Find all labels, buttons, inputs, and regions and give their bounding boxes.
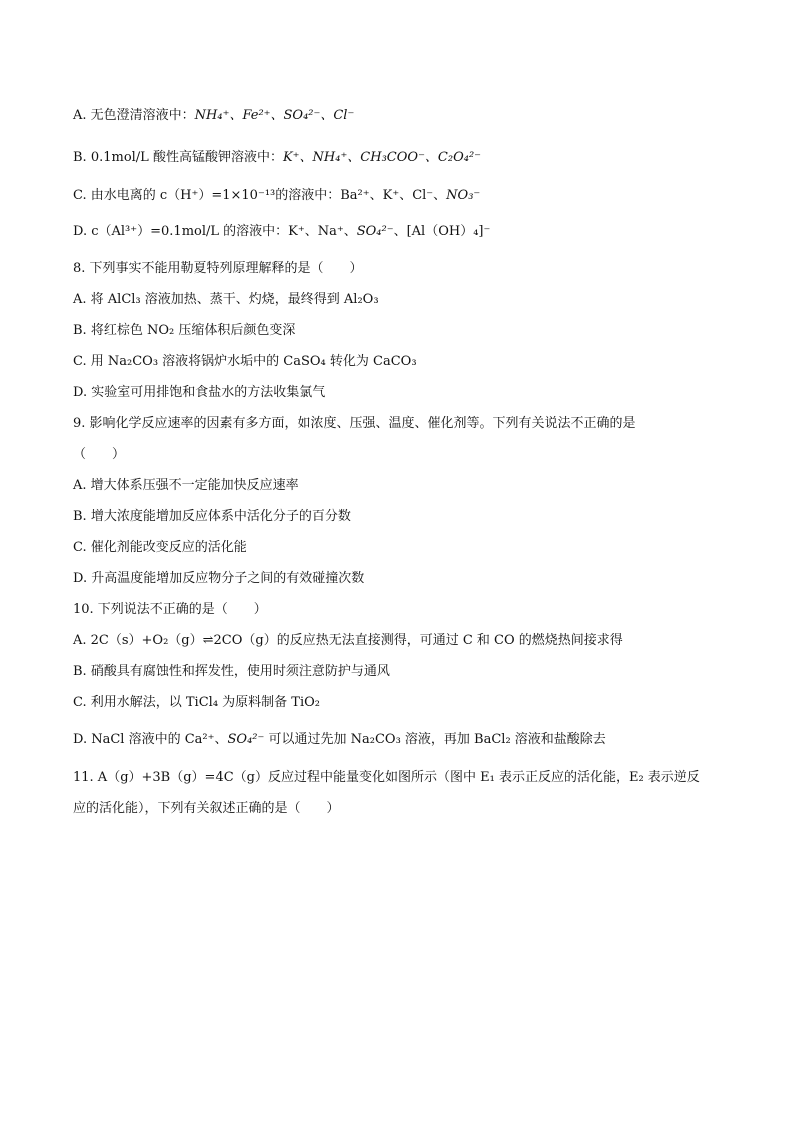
q9-option-c: C. 催化剂能改变反应的活化能 (73, 540, 247, 555)
q7-option-d-text: D. c（Al³⁺）=0.1mol/L 的溶液中：K⁺、Na⁺、 (73, 224, 357, 239)
q8-option-d: D. 实验室可用排饱和食盐水的方法收集氯气 (73, 385, 326, 400)
q7-option-a-text: A. 无色澄清溶液中： (73, 108, 195, 123)
q11-stem-line2: 应的活化能），下列有关叙述正确的是（ ） (73, 801, 340, 816)
q9-stem-line2: （ ） (73, 447, 126, 462)
q10-option-d-text: D. NaCl 溶液中的 Ca²⁺、 (73, 732, 228, 747)
q10-option-c: C. 利用水解法，以 TiCl₄ 为原料制备 TiO₂ (73, 695, 320, 710)
q7-option-c-formula: NO₃⁻ (446, 188, 481, 203)
q7-option-b-formula: K⁺、NH₄⁺、CH₃COO⁻、C₂O₄²⁻ (282, 150, 482, 165)
q7-option-c (73, 186, 733, 206)
q7-option-a (73, 106, 733, 126)
q10-option-d-formula: SO₄²⁻ (227, 732, 265, 747)
q10-option-d-suffix: 可以通过先加 Na₂CO₃ 溶液，再加 BaCl₂ 溶液和盐酸除去 (264, 732, 606, 747)
q7-option-c-text: C. 由水电离的 c（H⁺）=1×10⁻¹³的溶液中：Ba²⁺、K⁺、Cl⁻、 (73, 188, 447, 203)
q8-option-b: B. 将红棕色 NO₂ 压缩体积后颜色变深 (73, 323, 296, 338)
q7-option-a-formula: NH₄⁺、Fe²⁺、SO₄²⁻、Cl⁻ (194, 108, 355, 123)
q7-option-b (73, 148, 733, 168)
q9-option-d: D. 升高温度能增加反应物分子之间的有效碰撞次数 (73, 571, 365, 586)
q8-option-c: C. 用 Na₂CO₃ 溶液将锅炉水垢中的 CaSO₄ 转化为 CaCO₃ (73, 354, 417, 369)
q10-option-b: B. 硝酸具有腐蚀性和挥发性，使用时须注意防护与通风 (73, 664, 390, 679)
q9-option-b: B. 增大浓度能增加反应体系中活化分子的百分数 (73, 509, 351, 524)
q10-option-d (73, 730, 733, 750)
q7-option-b-text: B. 0.1mol/L 酸性高锰酸钾溶液中： (73, 150, 283, 165)
q9-stem-line1: 9. 影响化学反应速率的因素有多方面，如浓度、压强、温度、催化剂等。下列有关说法不正确的是 (73, 416, 636, 431)
q11-stem-line1: 11. A（g）+3B（g）=4C（g）反应过程中能量变化如图所示（图中 E₁ 表示正反应的活化能，E₂ 表示逆反 (73, 770, 700, 785)
q8-stem: 8. 下列事实不能用勒夏特列原理解释的是（ ） (73, 261, 363, 276)
q7-option-d (73, 222, 733, 242)
q7-option-d-formula: SO₄²⁻ (356, 224, 394, 239)
q10-stem: 10. 下列说法不正确的是（ ） (73, 602, 267, 617)
q10-option-a: A. 2C（s）+O₂（g）⇌2CO（g）的反应热无法直接测得，可通过 C 和 CO 的燃烧热间接求得 (73, 633, 623, 648)
q8-option-a: A. 将 AlCl₃ 溶液加热、蒸干、灼烧，最终得到 Al₂O₃ (73, 292, 379, 307)
q7-option-d-suffix: 、[Al（OH）₄]⁻ (393, 224, 491, 239)
q9-option-a: A. 增大体系压强不一定能加快反应速率 (73, 478, 299, 493)
